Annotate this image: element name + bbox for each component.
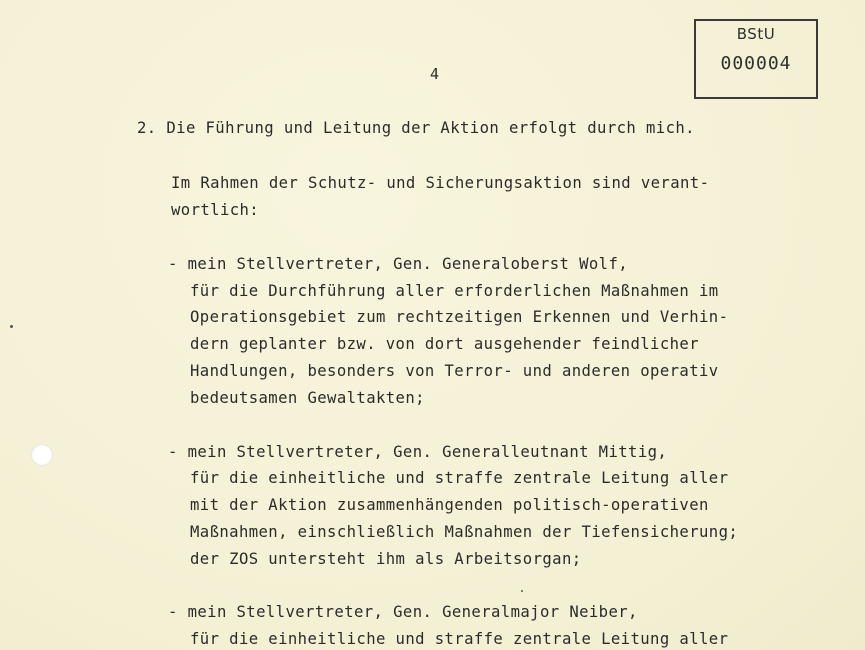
- stamp-number: 000004: [720, 53, 792, 74]
- text-line: Maßnahmen, einschließlich Maßnahmen der Tiefensicherung;: [190, 523, 739, 541]
- text-line: für die einheitliche und straffe zentrale Leitung aller: [190, 630, 729, 648]
- text-line: mit der Aktion zusammenhängenden politisch-operativen: [190, 496, 709, 514]
- text-line: dern geplanter bzw. von dort ausgehender feindlicher: [190, 335, 699, 353]
- section-heading: 2. Die Führung und Leitung der Aktion erfolgt durch mich.: [137, 119, 695, 137]
- text-line: Operationsgebiet zum rechtzeitigen Erkennen und Verhin-: [190, 308, 729, 326]
- text-line: bedeutsamen Gewaltakten;: [190, 389, 425, 407]
- paper-speck: [10, 325, 13, 328]
- list-item-heading: - mein Stellvertreter, Gen. Generalleutnant Mittig,: [168, 443, 668, 461]
- text-line: wortlich:: [171, 201, 260, 219]
- text-line: Handlungen, besonders von Terror- und anderen operativ: [190, 362, 719, 380]
- text-line: der ZOS untersteht ihm als Arbeitsorgan;: [190, 550, 582, 568]
- text-line: für die Durchführung aller erforderlichen Maßnahmen im: [190, 282, 719, 300]
- archive-stamp: [694, 19, 818, 99]
- punch-hole: [31, 444, 53, 466]
- text-line: für die einheitliche und straffe zentrale Leitung aller: [190, 469, 729, 487]
- stamp-label: BStU: [736, 25, 776, 43]
- paper-speck: [521, 590, 523, 592]
- page-number: 4: [430, 65, 440, 83]
- text-line: Im Rahmen der Schutz- und Sicherungsaktion sind verant-: [171, 174, 710, 192]
- list-item-heading: - mein Stellvertreter, Gen. Generaloberst Wolf,: [168, 255, 629, 273]
- list-item-heading: - mein Stellvertreter, Gen. Generalmajor Neiber,: [168, 603, 638, 621]
